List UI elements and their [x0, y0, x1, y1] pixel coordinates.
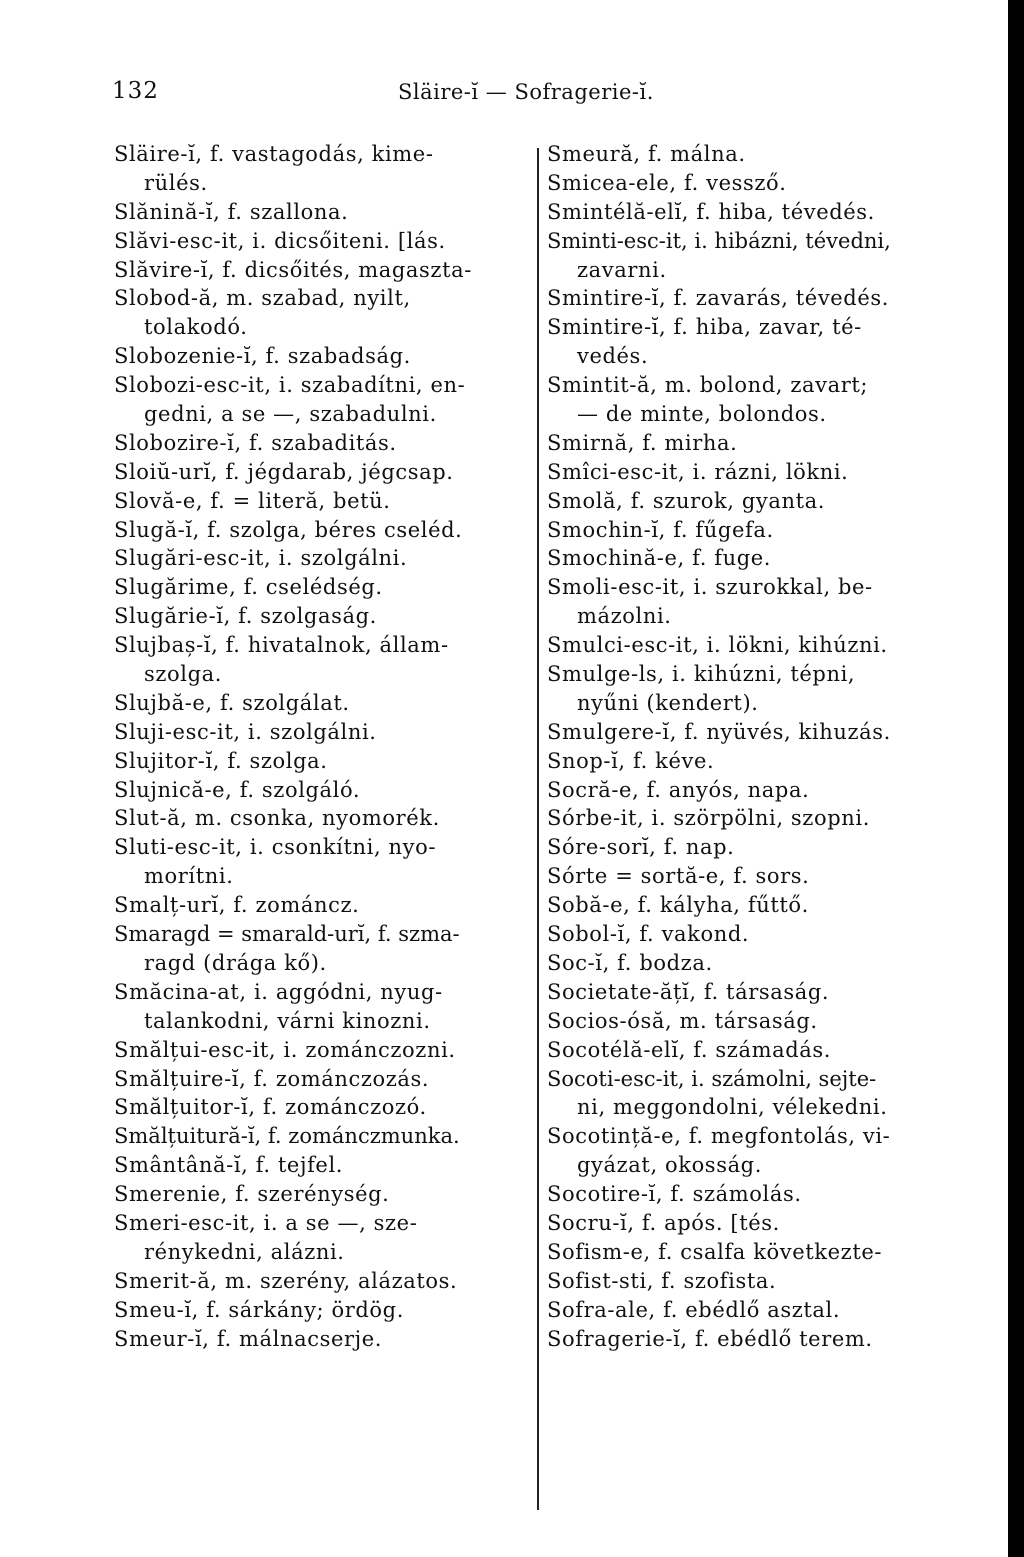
- entry-line: Slobod-ă, m. szabad, nyilt,: [114, 286, 411, 311]
- entry-line: Sóre-sorĭ, f. nap.: [547, 835, 735, 860]
- entry-continuation: — de minte, bolondos.: [577, 402, 827, 427]
- left-column: [114, 140, 532, 1353]
- page-number: 132: [112, 78, 159, 104]
- entry-line: Smulci-esc-it, i. lökni, kihúzni.: [547, 633, 888, 658]
- entry-line: Slobozi-esc-it, i. szabadítni, en-: [114, 373, 466, 398]
- entry-line: Societate-ățĭ, f. társaság.: [547, 979, 830, 1004]
- entry-line: Smochină-e, f. fuge.: [547, 546, 772, 571]
- entry-line: Sobol-ĭ, f. vakond.: [547, 922, 750, 947]
- entry-line: Slugări-esc-it, i. szolgálni.: [114, 546, 408, 571]
- entry-line: Smălțui-esc-it, i. zománczozni.: [114, 1037, 456, 1062]
- entry-line: Smeri-esc-it, i. a se —, sze-: [114, 1210, 418, 1235]
- entry-continuation: ragd (drága kő).: [144, 950, 327, 975]
- entry-line: Sórbe-it, i. szörpölni, szopni.: [547, 806, 870, 831]
- entry-line: Socru-ĭ, f. após. [tés.: [547, 1210, 780, 1235]
- entry-line: Sluji-esc-it, i. szolgálni.: [114, 719, 377, 744]
- entry-line: Smălțuitură-ĭ, f. zománczmunka.: [114, 1124, 460, 1149]
- entry-line: Smălțuitor-ĭ, f. zománczozó.: [114, 1095, 427, 1120]
- entry-continuation: morítni.: [144, 864, 234, 889]
- entry-line: Slujbaș-ĭ, f. hivatalnok, állam-: [114, 633, 449, 658]
- entry-line: Socotință-e, f. megfontolás, vi-: [547, 1124, 891, 1149]
- entry-line: Smîci-esc-it, i. rázni, lökni.: [547, 459, 849, 484]
- entry-line: Smerenie, f. szerénység.: [114, 1182, 390, 1207]
- column-divider: [537, 148, 539, 1510]
- entry-continuation: zavarni.: [577, 257, 667, 282]
- entry-line: Smicea-ele, f. vessző.: [547, 170, 787, 195]
- entry-line: Sofist-sti, f. szofista.: [547, 1268, 777, 1293]
- entry-line: Socotire-ĭ, f. számolás.: [547, 1182, 802, 1207]
- entry-line: Sórte = sortă-e, f. sors.: [547, 864, 810, 889]
- entry-line: Slugă-ĭ, f. szolga, béres cseléd.: [114, 517, 463, 542]
- running-head: Släire-ĭ — Sofragerie-ĭ.: [398, 80, 654, 104]
- entry-line: Sofragerie-ĭ, f. ebédlő terem.: [547, 1326, 873, 1351]
- entry-continuation: gyázat, okosság.: [577, 1153, 763, 1178]
- entry-continuation: mázolni.: [577, 604, 672, 629]
- entry-continuation: tolakodó.: [144, 315, 248, 340]
- page-header: [0, 78, 1000, 122]
- entry-line: Slujnică-e, f. szolgáló.: [114, 777, 361, 802]
- entry-line: Släire-ĭ, f. vastagodás, kime-: [114, 142, 434, 166]
- entry-line: Smerit-ă, m. szerény, alázatos.: [114, 1268, 458, 1293]
- entry-line: Smirnă, f. mirha.: [547, 430, 738, 455]
- entry-line: Smintit-ă, m. bolond, zavart;: [547, 373, 869, 398]
- entry-line: Slugărime, f. cselédség.: [114, 575, 383, 600]
- entry-line: Slugărie-ĭ, f. szolgaság.: [114, 604, 377, 629]
- entry-line: Smălțuire-ĭ, f. zománczozás.: [114, 1066, 430, 1091]
- entry-line: Slujitor-ĭ, f. szolga.: [114, 748, 328, 773]
- entry-line: Socoti-esc-it, i. számolni, sejte-: [547, 1066, 877, 1091]
- entry-continuation: rénykedni, alázni.: [144, 1239, 345, 1264]
- entry-continuation: talankodni, várni kinozni.: [144, 1008, 431, 1033]
- entry-line: Sluti-esc-it, i. csonkítni, nyo-: [114, 835, 437, 860]
- entry-continuation: ni, meggondolni, vélekedni.: [577, 1095, 888, 1120]
- entry-line: Sminti-esc-it, i. hibázni, tévedni,: [547, 228, 891, 253]
- entry-line: Slobozire-ĭ, f. szabaditás.: [114, 430, 397, 455]
- entry-line: Smulgere-ĭ, f. nyüvés, kihuzás.: [547, 719, 891, 744]
- entry-line: Slujbă-e, f. szolgálat.: [114, 690, 350, 715]
- entry-continuation: rülés.: [144, 170, 208, 195]
- entry-continuation: nyűni (kendert).: [577, 690, 759, 715]
- entry-line: Sofism-e, f. csalfa következte-: [547, 1239, 883, 1264]
- entry-line: Sloiŭ-urĭ, f. jégdarab, jégcsap.: [114, 459, 454, 484]
- entry-line: Sobă-e, f. kályha, fűttő.: [547, 893, 809, 918]
- entry-line: Smolă, f. szurok, gyanta.: [547, 488, 826, 513]
- entry-line: Socios-ósă, m. társaság.: [547, 1008, 818, 1033]
- entry-line: Smăcina-at, i. aggódni, nyug-: [114, 979, 443, 1004]
- entry-continuation: szolga.: [144, 662, 223, 687]
- entry-line: Slobozenie-ĭ, f. szabadság.: [114, 344, 411, 369]
- entry-line: Slovă-e, f. = literă, betü.: [114, 488, 391, 513]
- entry-line: Smoli-esc-it, i. szurokkal, be-: [547, 575, 873, 600]
- right-column: [547, 140, 977, 1353]
- entry-line: Smintire-ĭ, f. hiba, zavar, té-: [547, 315, 862, 340]
- entry-continuation: gedni, a se —, szabadulni.: [144, 402, 437, 427]
- entry-line: Smintire-ĭ, f. zavarás, tévedés.: [547, 286, 890, 311]
- scan-edge-bar: [1008, 0, 1024, 1557]
- entry-line: Soc-ĭ, f. bodza.: [547, 950, 713, 975]
- entry-line: Smeur-ĭ, f. málnacserje.: [114, 1326, 383, 1351]
- entry-line: Smeu-ĭ, f. sárkány; ördög.: [114, 1297, 404, 1322]
- entry-line: Slut-ă, m. csonka, nyomorék.: [114, 806, 440, 831]
- entry-line: Smulge-ls, i. kihúzni, tépni,: [547, 662, 856, 687]
- entry-line: Snop-ĭ, f. kéve.: [547, 748, 715, 773]
- entry-line: Slăvire-ĭ, f. dicsőités, magaszta-: [114, 257, 472, 282]
- entry-line: Smeură, f. málna.: [547, 142, 746, 166]
- entry-line: Smântână-ĭ, f. tejfel.: [114, 1153, 344, 1178]
- entry-line: Smalț-urĭ, f. zománcz.: [114, 893, 360, 918]
- entry-line: Slăvi-esc-it, i. dicsőiteni. [lás.: [114, 228, 446, 253]
- entry-line: Sofra-ale, f. ebédlő asztal.: [547, 1297, 841, 1322]
- entry-line: Slănină-ĭ, f. szallona.: [114, 199, 349, 224]
- entry-line: Smintélă-elĭ, f. hiba, tévedés.: [547, 199, 875, 224]
- entry-line: Socotélă-elĭ, f. számadás.: [547, 1037, 832, 1062]
- entry-line: Smochin-ĭ, f. fűgefa.: [547, 517, 774, 542]
- entry-line: Smaragd = smarald-urĭ, f. szma-: [114, 922, 460, 947]
- entry-line: Socră-e, f. anyós, napa.: [547, 777, 810, 802]
- entry-continuation: vedés.: [577, 344, 649, 369]
